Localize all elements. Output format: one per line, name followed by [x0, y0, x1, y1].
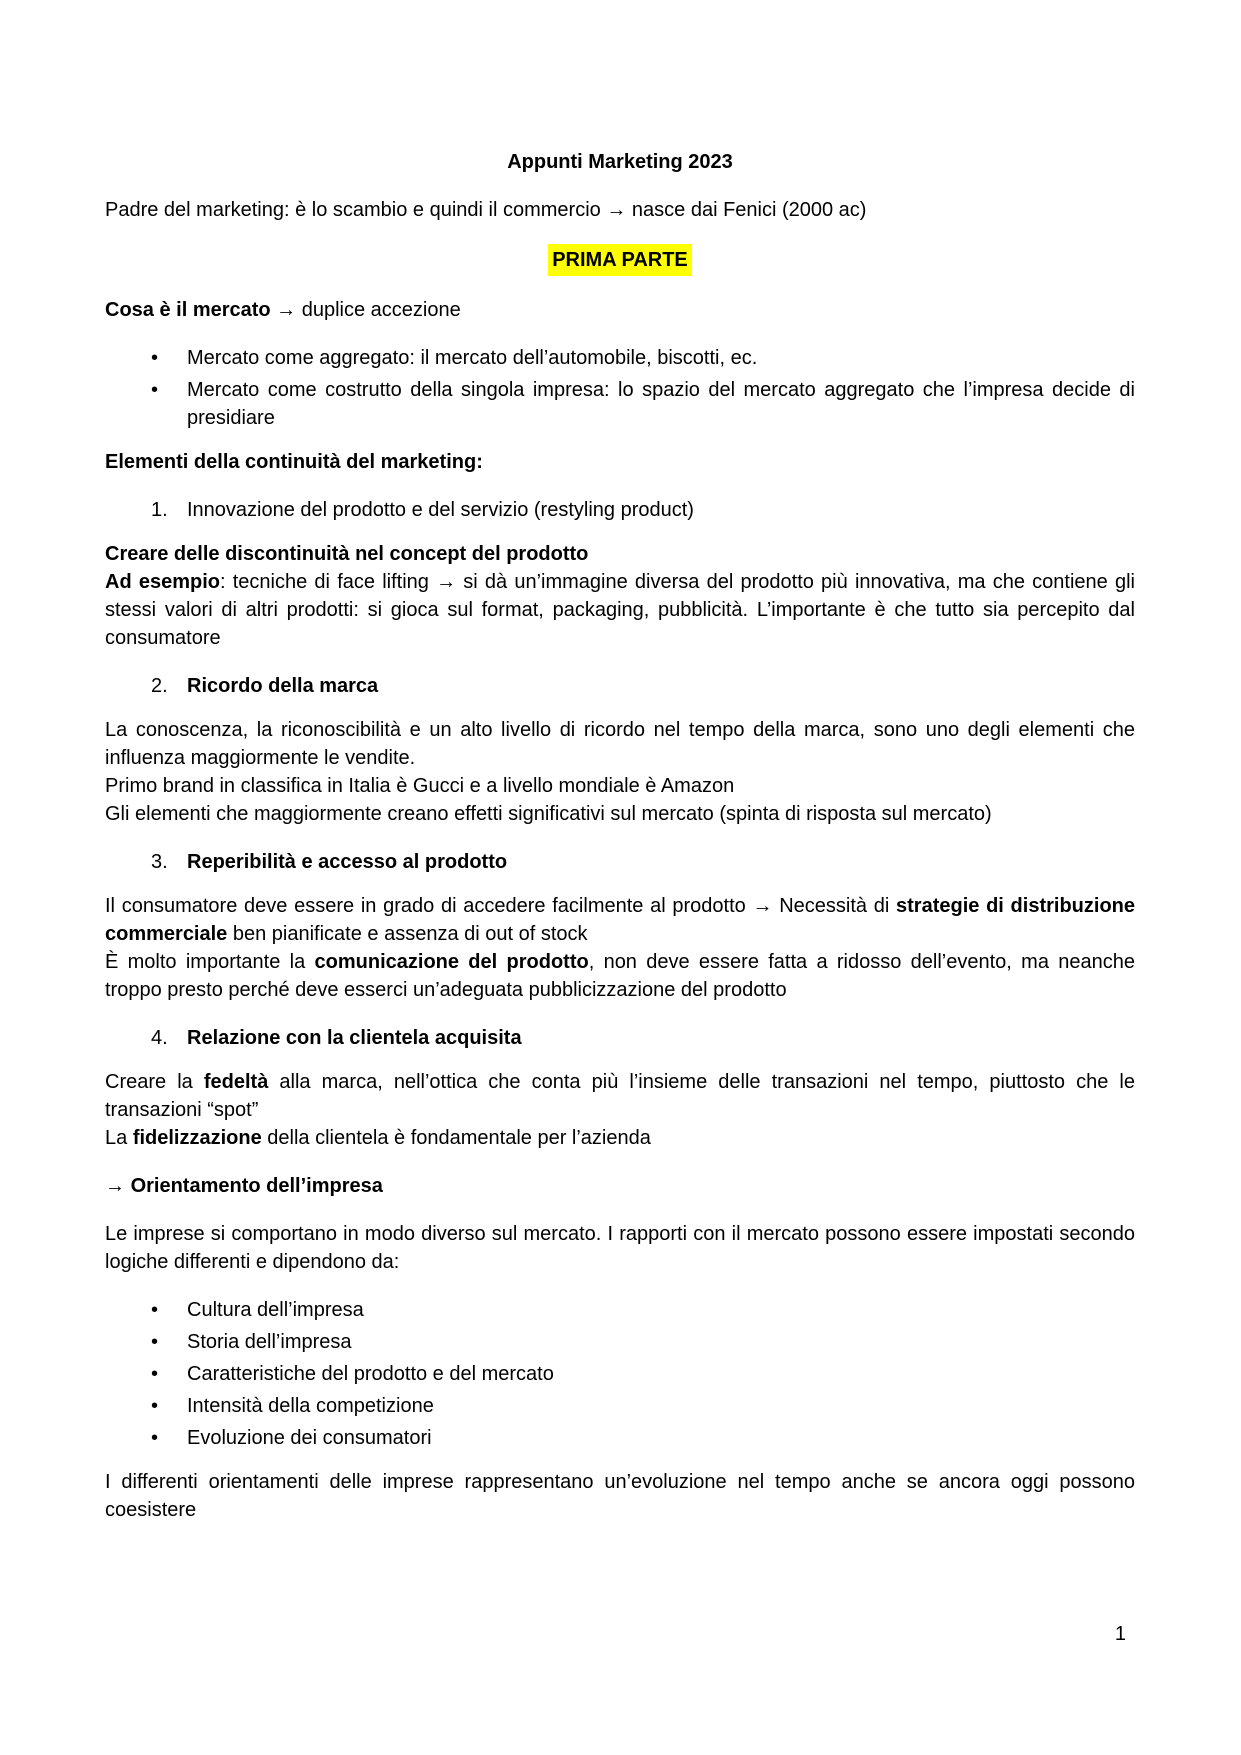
paragraph-reperibilita: Il consumatore deve essere in grado di accedere facilmente al prodotto → Necessità di strategie di distribuzione commerciale ben pianificate e assenza di out of stock È molto importante la comunicazione del prodotto, non deve essere fatta a ridosso dell’evento, ma neanche troppo presto perché deve esserci un’adeguata pubblicizzazione del prodotto [105, 895, 1136, 1001]
number-marker: 2. [151, 675, 168, 697]
numbered-heading-4 [105, 1024, 1135, 1052]
list-item [105, 1328, 1135, 1356]
list-item-text: Innovazione del prodotto e del servizio (restyling product) [187, 499, 694, 521]
list-item-text: Mercato come aggregato: il mercato dell’automobile, biscotti, ec. [187, 347, 758, 369]
heading-cosa-mercato: Cosa è il mercato → duplice accezione [105, 299, 461, 321]
list-item [105, 848, 1135, 876]
paragraph-imprese: Le imprese si comportano in modo diverso sul mercato. I rapporti con il mercato possono essere impostati secondo logiche differenti e dipendono da: [105, 1223, 1135, 1273]
paragraph-finale: I differenti orientamenti delle imprese rappresentano un’evoluzione nel tempo anche se ancora oggi possono coesistere [105, 1471, 1135, 1521]
bullet-marker: • [151, 1363, 159, 1385]
number-marker: 1. [151, 499, 168, 521]
orientation-bullet-list [105, 1296, 1135, 1452]
number-marker: 3. [151, 851, 168, 873]
part-banner: PRIMA PARTE [548, 244, 692, 276]
heading-elementi-continuita: Elementi della continuità del marketing: [105, 451, 483, 473]
list-item [105, 1392, 1135, 1420]
list-item-text: Caratteristiche del prodotto e del mercato [187, 1363, 554, 1385]
bullet-marker: • [151, 1331, 159, 1353]
document-title: Appunti Marketing 2023 [507, 151, 733, 173]
bullet-marker: • [151, 1427, 159, 1449]
list-item-text: Evoluzione dei consumatori [187, 1427, 432, 1449]
market-bullet-list [105, 344, 1135, 432]
list-item [105, 1296, 1135, 1324]
list-item [105, 376, 1135, 432]
bullet-marker: • [151, 347, 159, 369]
list-item-text: Intensità della competizione [187, 1395, 434, 1417]
numbered-heading-3 [105, 848, 1135, 876]
page-number: 1 [1114, 1623, 1126, 1645]
list-item [105, 496, 1135, 524]
list-item-text: Cultura dell’impresa [187, 1299, 364, 1321]
paragraph-ricordo-marca: La conoscenza, la riconoscibilità e un alto livello di ricordo nel tempo della marca, sono uno degli elementi che influenza maggiormente le vendite. Primo brand in classifica in Italia è Gucci e a livello mondiale è Amazon Gli elementi che maggiormente creano effetti significativi sul mercato (spinta di risposta sul mercato) [105, 719, 1135, 825]
paragraph-fedelta: Creare la fedeltà alla marca, nell’ottica che conta più l’insieme delle transazioni nel tempo, piuttosto che le transazioni “spot” La fidelizzazione della clientela è fondamentale per l’azienda [105, 1071, 1136, 1149]
numbered-heading-2 [105, 672, 1135, 700]
paragraph-discontinuita: Creare delle discontinuità nel concept del prodotto Ad esempio: tecniche di face lifting → si dà un’immagine diversa del prodotto più innovativa, ma che contiene gli stessi valori di altri prodotti: si gioca sul format, packaging, pubblicità. L’importante è che tutto sia percepito dal consumatore [105, 543, 1135, 649]
list-item-text: Mercato come costrutto della singola impresa: lo spazio del mercato aggregato che l’impresa decide di presidiare [187, 379, 1135, 429]
bullet-marker: • [151, 379, 159, 401]
list-item [105, 1424, 1135, 1452]
heading-orientamento-impresa: → Orientamento dell’impresa [105, 1175, 383, 1197]
bullet-marker: • [151, 1299, 159, 1321]
list-item [105, 1360, 1135, 1388]
numbered-item-1 [105, 496, 1135, 524]
list-item [105, 672, 1135, 700]
intro-paragraph: Padre del marketing: è lo scambio e quindi il commercio → nasce dai Fenici (2000 ac) [105, 199, 867, 221]
list-item-text: Ricordo della marca [187, 675, 379, 697]
list-item-text: Storia dell’impresa [187, 1331, 352, 1353]
list-item [105, 1024, 1135, 1052]
list-item-text: Reperibilità e accesso al prodotto [187, 851, 508, 873]
bullet-marker: • [151, 1395, 159, 1417]
part-banner-row [105, 244, 1135, 276]
number-marker: 4. [151, 1027, 168, 1049]
list-item-text: Relazione con la clientela acquisita [187, 1027, 522, 1049]
list-item [105, 344, 1135, 372]
